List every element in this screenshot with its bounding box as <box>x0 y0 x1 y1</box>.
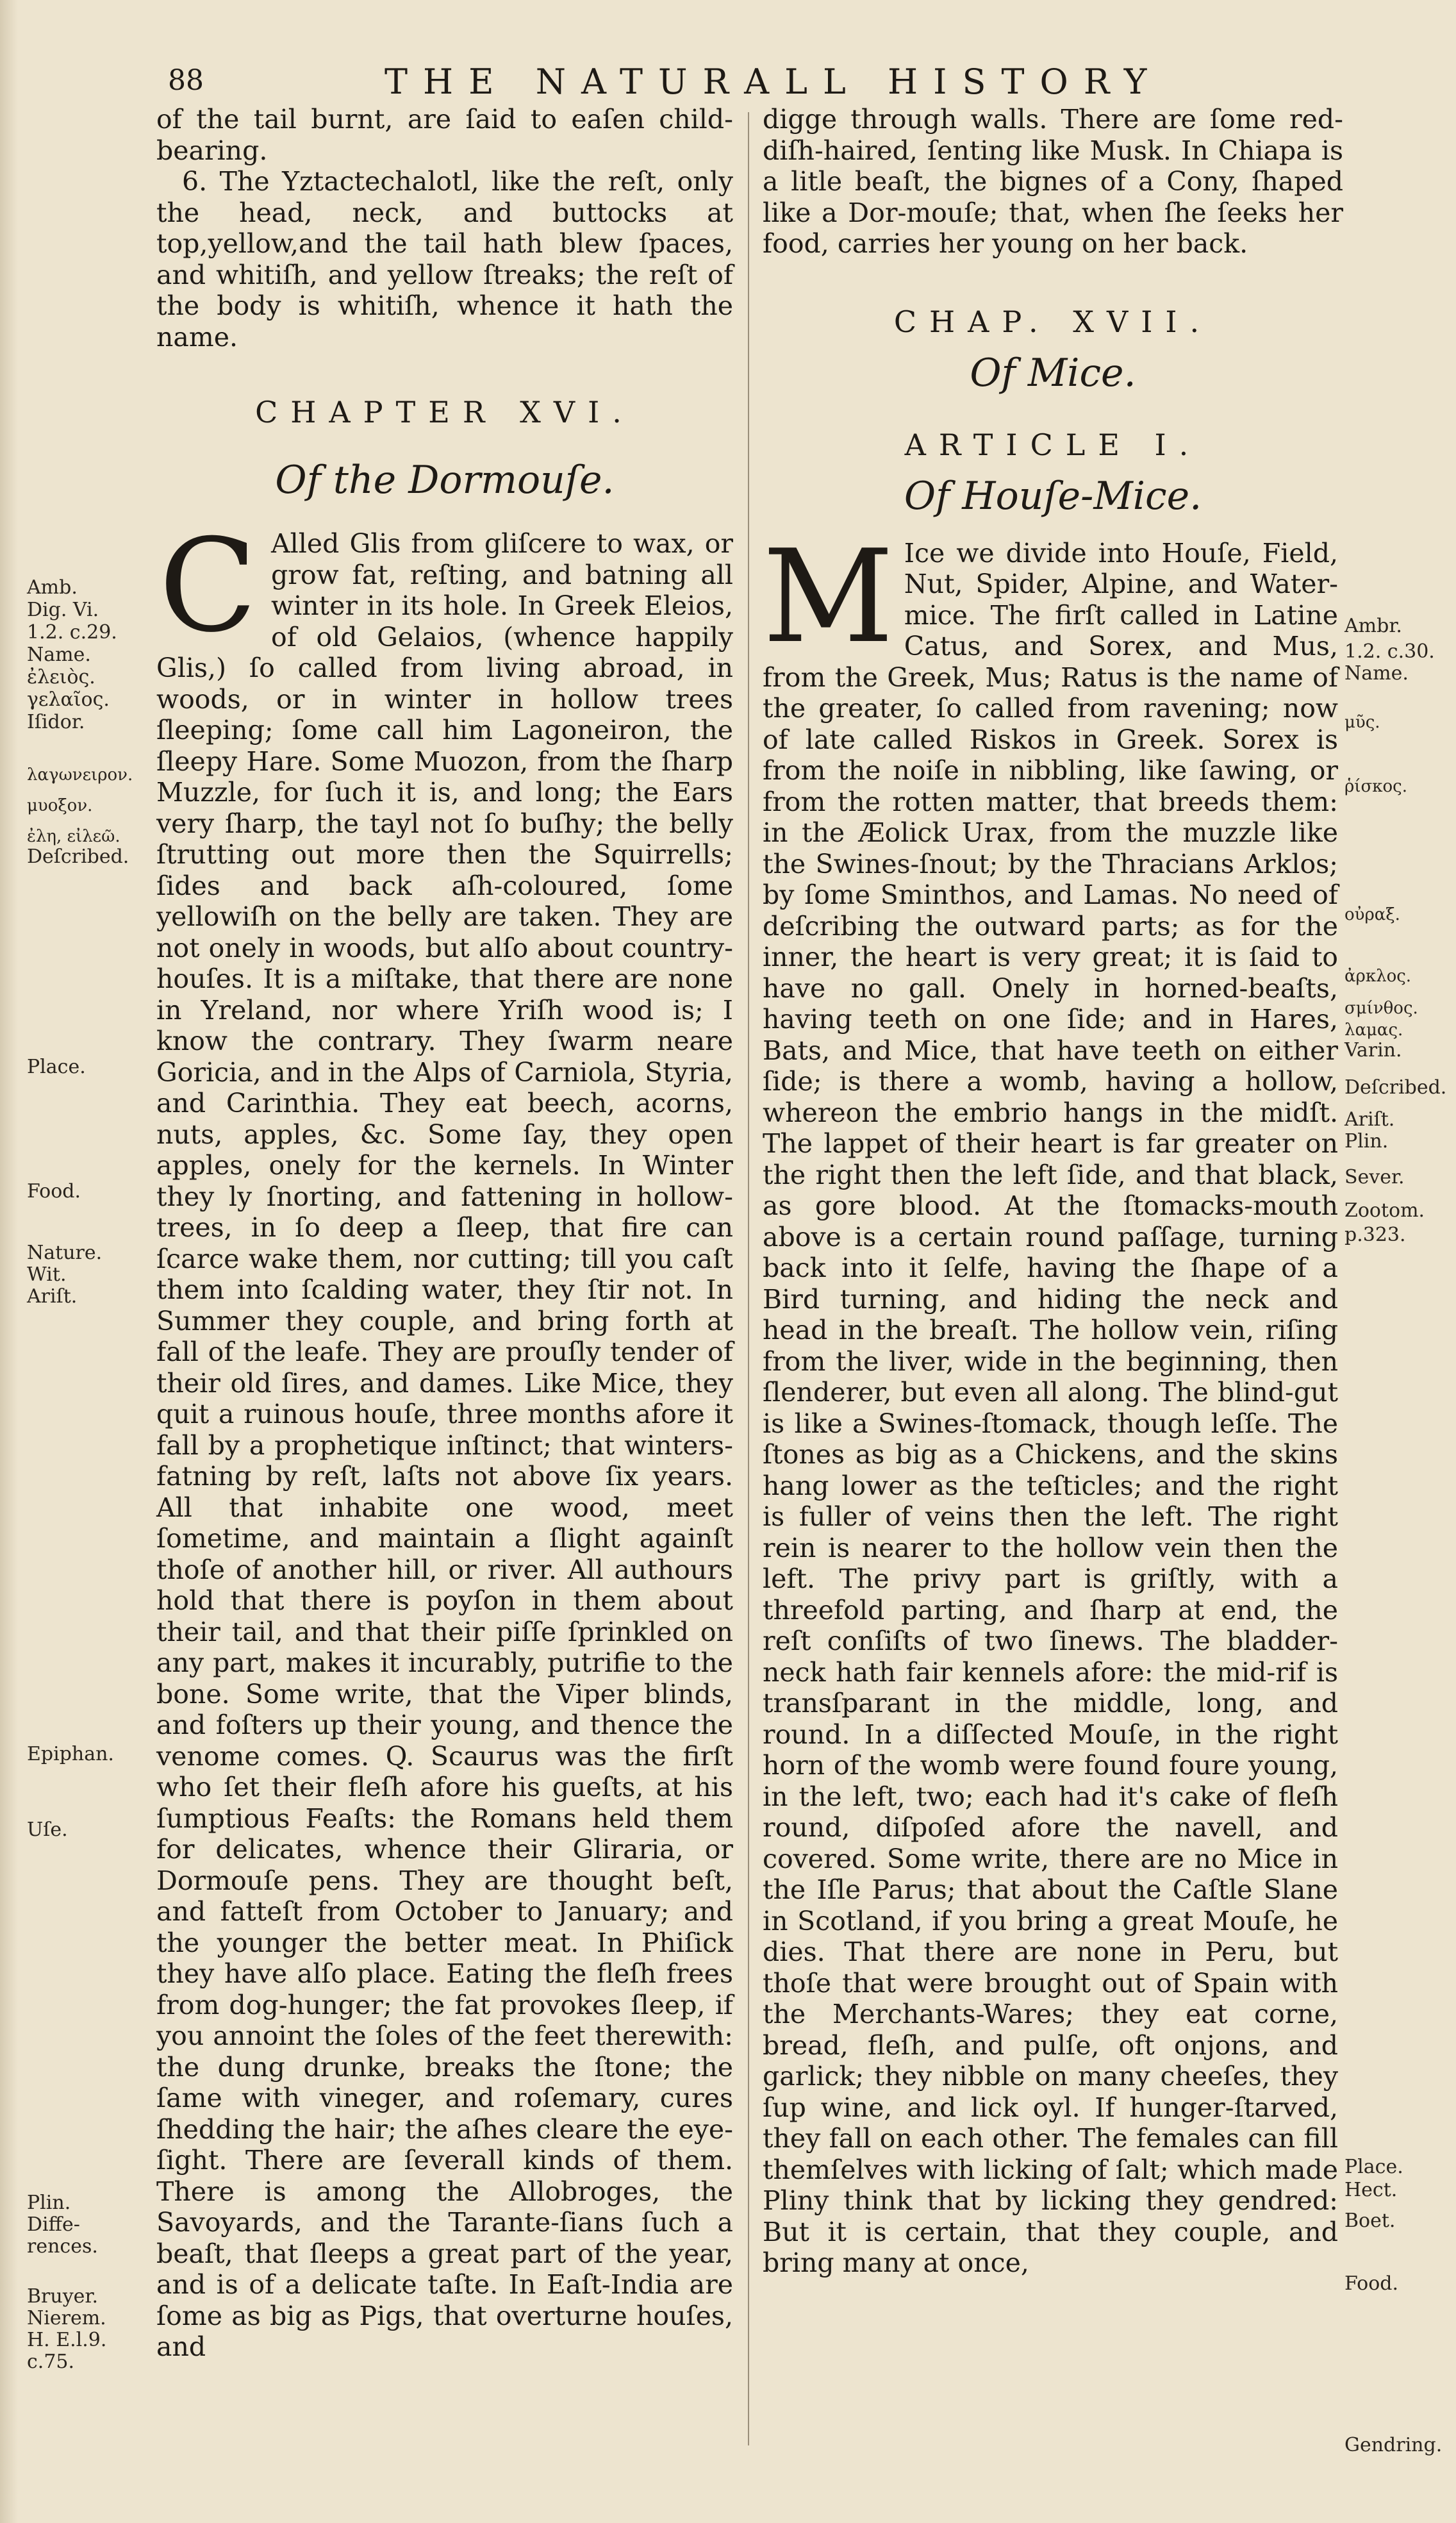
margin-note: Zootom. <box>1344 1199 1425 1222</box>
margin-note: c.75. <box>27 2351 75 2373</box>
margin-note: λαμας. <box>1344 1020 1403 1040</box>
margin-note: μυοξον. <box>27 796 93 815</box>
margin-note: Epiphan. <box>27 1743 114 1765</box>
margin-note: ῥίσκος. <box>1344 777 1407 796</box>
margin-note: ἐλη, εἰλεῶ. <box>27 827 120 846</box>
margin-note: Name. <box>1344 662 1409 685</box>
paragraph-continued: of the tail burnt, are ſaid to eaſen child-bearing. <box>156 104 733 166</box>
margin-note: rences. <box>27 2235 98 2258</box>
chapter-title: Of the Dormouſe. <box>275 458 615 503</box>
article-heading: ARTICLE I. <box>904 427 1202 462</box>
margin-note: Dig. Vi. <box>27 599 99 621</box>
margin-note: Hect. <box>1344 2179 1398 2201</box>
margin-note: H. E.l.9. <box>27 2329 107 2351</box>
margin-note: Place. <box>1344 2156 1403 2178</box>
margin-note: Deſcribed. <box>27 845 129 868</box>
left-column <box>156 104 733 2363</box>
margin-note: Ambr. <box>1344 615 1402 637</box>
margin-note: Place. <box>27 1056 86 1078</box>
margin-note: γελαῖος. <box>27 688 110 711</box>
drop-cap-letter-m: M <box>763 522 894 672</box>
margin-note: Boet. <box>1344 2210 1396 2232</box>
margin-note: Iſidor. <box>27 711 85 733</box>
margin-note: p.323. <box>1344 1224 1406 1246</box>
margin-note: Plin. <box>27 2192 71 2214</box>
article-body <box>763 522 1343 2279</box>
article-body-text: Ice we divide into Houſe, Field, Nut, Spider, Alpine, and Water-mice. The firſt called in Latine Catus, and Sorex, and Mus, from the Greek, Mus; Ratus is the name of the greater, ſo called from ravening; now of late called Riskos in Greek. Sorex is from the noiſe in nibbling, like ſawing, or from the rotten matter, that breeds them: in the Æolick Urax, from the muzzle like the Swines-ſnout; by the Thracians Arklos; by ſome Sminthos, and Lamas. No need of deſcribing the outward parts; as for the inner, the heart is very great; it is ſaid to have no gall. Onely in horned-beaſts, having teeth on one ſide; and in Hares, Bats, and Mice, that have teeth on either ſide; is there a womb, having a hollow, whereon the embrio hangs in the midſt. The lappet of their heart is far greater on the right then the left ſide, and that black, as gore blood. At the ſtomacks-mouth above is a certain round paſſage, turning back into it ſelfe, having the ſhape of a Bird turning, and hiding the neck and head in the breaſt. The hollow vein, riſing from the liver, wide in the beginning, then ſlenderer, but even all along. The blind-gut is like a Swines-ſtomack, though leſſe. The ſtones as big as a Chickens, and the skins hang lower as the teſticles; and the right is fuller of veins then the left. The right rein is nearer to the hollow vein then the left. The privy part is griſtly, with a threefold parting, and ſharp at end, the reſt conſiſts of two ſinews. The bladder-neck hath fair kennels afore: the mid-rif is transſparant in the middle, long, and round. In a diſſected Mouſe, in the right horn of the womb were found foure young, in the left, two; each had it's cake of fleſh round, diſpoſed afore the navell, and covered. Some write, there are no Mice in the Iſle Parus; that about the Caſtle Slane in Scotland, if you bring a great Mouſe, he dies. That there are none in Peru, but thoſe that were brought out of Spain with the Merchants-Wares; they eat corne, bread, fleſh, and pulſe, oft onjons, and garlick; they nibble on many cheeſes, they ſup wine, and lick oyl. If hunger-ſtarved, they fall on each other. The females can fill themſelves with licking of ſalt; which made Pliny think that by licking they gendred: But it is certain, that they couple, and bring many at once, <box>763 537 1338 2278</box>
page-gutter-shadow <box>0 0 18 2523</box>
running-title: THE NATURALL HISTORY <box>385 62 1162 102</box>
paragraph-yztactechalotl: 6. The Yztactechalotl, like the reſt, only the head, neck, and buttocks at top,yellow,and the tail hath blew ſpaces, and whitiſh, and yellow ſtreaks; the reſt of the body is whitiſh, whence it hath the name. <box>156 166 733 353</box>
margin-note: Ariſt. <box>27 1285 78 1308</box>
right-column <box>763 104 1343 2279</box>
margin-note: Diffe- <box>27 2213 80 2236</box>
column-divider <box>748 112 749 2445</box>
margin-note: Ariſt. <box>1344 1108 1395 1131</box>
margin-note: Plin. <box>1344 1130 1389 1153</box>
chapter-title-right: Of Mice. <box>970 350 1136 396</box>
margin-note: Bruyer. <box>27 2285 98 2308</box>
margin-note: Name. <box>27 644 91 666</box>
margin-note: σμίνθος. <box>1344 999 1418 1018</box>
margin-note: ἐλειὸς. <box>27 666 95 688</box>
article-title: Of Houſe-Mice. <box>904 473 1202 519</box>
margin-note: Uſe. <box>27 1819 68 1841</box>
margin-note: 1.2. c.30. <box>1344 640 1435 663</box>
margin-note: Food. <box>1344 2272 1399 2295</box>
margin-note: Deſcribed. <box>1344 1076 1447 1099</box>
margin-note: Gendring. <box>1344 2434 1443 2456</box>
chapter-body-text: Alled Glis from gliſcere to wax, or grow fat, reſting, and batning all winter in its hole. In Greek Eleios, of old Gelaios, (whence happily Glis,) ſo called from living abroad, in woods, or in winter in hollow trees ſleeping; ſome call him Lagoneiron, the ſleepy Hare. Some Muozon, from the ſharp Muzzle, for ſuch it is, and long; the Ears very ſharp, the tayl not ſo buſhy; the belly ſtrutting out more then the Squirrells; ſides and back aſh-coloured, ſome yellowiſh on the belly are taken. They are not onely in woods, but alſo about country-houſes. It is a miſtake, that there are none in Yreland, nor where Yriſh wood is; I know the contrary. They ſwarm neare Goricia, and in the Alps of Carniola, Styria, and Carinthia. They eat beech, acorns, nuts, apples, &c. Some ſay, they open apples, onely for the kernels. In Winter they ly ſnorting, and fattening in hollow-trees, in ſo deep a ſleep, that fire can ſcarce wake them, nor cutting; till you caſt them into ſcalding water, they ſtir not. In Summer they couple, and bring forth at fall of the leafe. They are prouſly tender of their old ſires, and dames. Like Mice, they quit a ruinous houſe, three months afore it fall by a prophetique inſtinct; that winters-fatning by reſt, laſts not above ſix years. All that inhabite one wood, meet ſometime, and maintain a ſlight againſt thoſe of another hill, or river. All authours hold that there is poyſon in them about their tail, and that their piſſe ſprinkled on any part, makes it incurably, putrifie to the bone. Some write, that the Viper blinds, and foſters up their young, and thence the venome comes. Q. Scaurus was the firſt who ſet their fleſh afore his gueſts, at his ſumptious Feaſts: the Romans held them for delicates, whence their Gliraria, or Dormouſe pens. They are thought beſt, and fatteſt from October to January; and the younger the better meat. In Phiſick they have alſo place. Eating the fleſh frees from dog-hunger; the fat provokes ſleep, if you annoint the ſoles of the feet therewith: the dung drunke, breaks the ſtone; the ſame with vineger, and roſemary, cures ſhedding the hair; the aſhes cleare the eye-ſight. There are ſeverall kinds of them. There is among the Allobroges, the Savoyards, and the Tarante-ſians ſuch a beaſt, that ſleeps a great part of the year, and is of a delicate taſte. In Eaſt-India are ſome as big as Pigs, that overturne houſes, and <box>156 528 733 2362</box>
margin-note: 1.2. c.29. <box>27 621 117 644</box>
chapter-heading: CHAPTER XVI. <box>255 395 634 429</box>
paragraph-continued-right: digge through walls. There are ſome red-diſh-haired, ſenting like Musk. In Chiapa is a litle beaſt, the bignes of a Cony, ſhaped like a Dor-mouſe; that, when ſhe ſeeks her food, carries her young on her back. <box>763 104 1343 259</box>
page-number: 88 <box>168 64 204 97</box>
margin-note: Varin. <box>1344 1039 1402 1062</box>
margin-note: ἀρκλος. <box>1344 967 1412 986</box>
chapter-body <box>156 512 733 2363</box>
margin-note: Sever. <box>1344 1166 1405 1188</box>
margin-note: Amb. <box>27 576 78 599</box>
margin-note: Nature. <box>27 1242 103 1264</box>
margin-note: λαγωνειρον. <box>27 765 133 785</box>
drop-cap-letter: C <box>159 512 258 661</box>
margin-note: Wit. <box>27 1263 67 1286</box>
margin-note: μῦς. <box>1344 713 1380 732</box>
chapter-heading-right: CHAP. XVII. <box>893 304 1212 339</box>
margin-note: Nierem. <box>27 2307 106 2329</box>
margin-note: οὐραξ. <box>1344 905 1400 924</box>
margin-note: Food. <box>27 1180 81 1203</box>
